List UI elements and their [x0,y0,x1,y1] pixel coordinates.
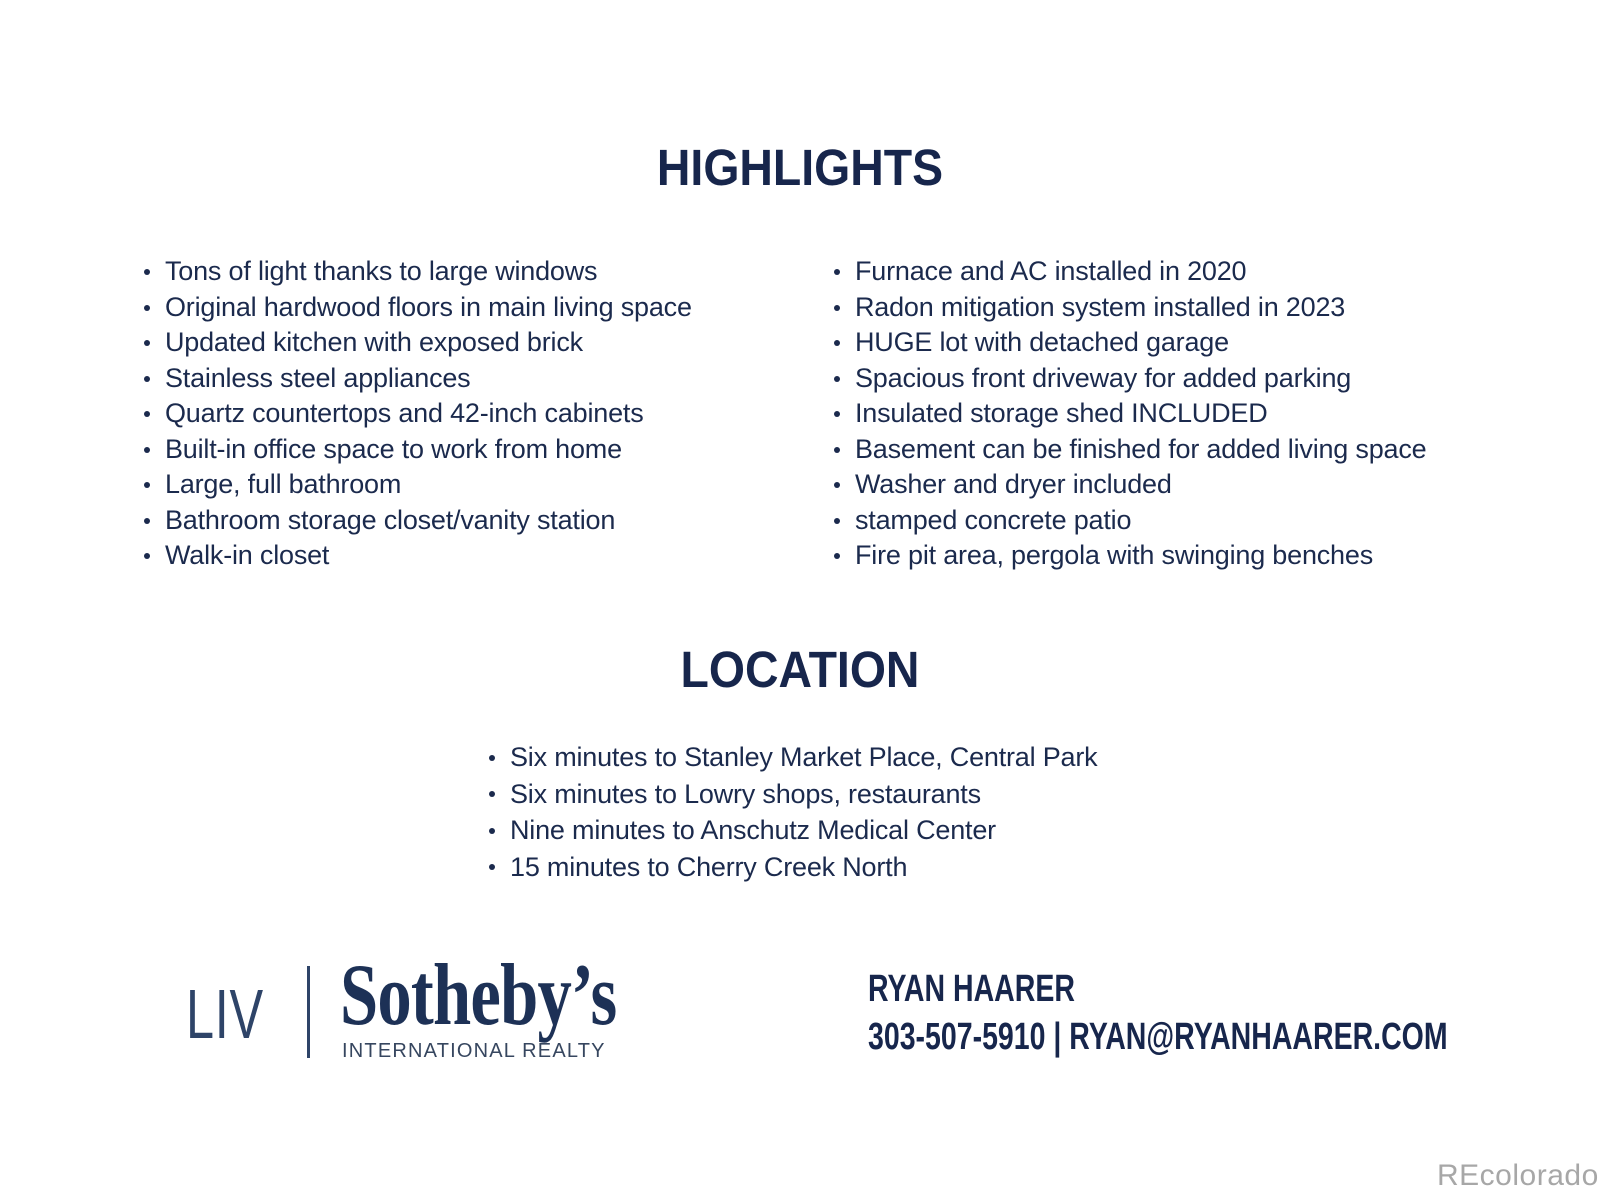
bullet-item: 15 minutes to Cherry Creek North [482,849,1097,886]
bullet-item: Nine minutes to Anschutz Medical Center [482,812,1097,849]
bullet-item: Insulated storage shed INCLUDED [827,396,1426,432]
bullet-item: Stainless steel appliances [137,361,692,397]
liv-logo-mark: LIV [186,975,264,1053]
recolorado-watermark: REcolorado [1437,1159,1599,1192]
agent-contact: 303-507-5910 | RYAN@RYANHAARER.COM [868,1016,1448,1058]
highlights-right-column-list [827,254,1426,574]
bullet-item: Six minutes to Stanley Market Place, Central Park [482,739,1097,776]
bullet-item: Large, full bathroom [137,467,692,503]
bullet-item: Furnace and AC installed in 2020 [827,254,1426,290]
bullet-item: Spacious front driveway for added parking [827,361,1426,397]
bullet-item: Quartz countertops and 42-inch cabinets [137,396,692,432]
bullet-item: Bathroom storage closet/vanity station [137,503,692,539]
bullet-item: Built-in office space to work from home [137,432,692,468]
sothebys-wordmark: Sotheby’s [340,947,617,1044]
bullet-item: Tons of light thanks to large windows [137,254,692,290]
location-list [482,739,1097,885]
bullet-item: Basement can be finished for added living space [827,432,1426,468]
bullet-item: Updated kitchen with exposed brick [137,325,692,361]
bullet-item: Radon mitigation system installed in 2023 [827,290,1426,326]
bullet-item: HUGE lot with detached garage [827,325,1426,361]
bullet-item: Washer and dryer included [827,467,1426,503]
sothebys-tagline: INTERNATIONAL REALTY [342,1040,606,1062]
highlights-section-title: HIGHLIGHTS [656,139,944,196]
bullet-item: stamped concrete patio [827,503,1426,539]
bullet-item: Original hardwood floors in main living space [137,290,692,326]
bullet-item: Six minutes to Lowry shops, restaurants [482,776,1097,813]
highlights-left-column-list [137,254,692,574]
location-section-title: LOCATION [680,641,920,698]
agent-name: RYAN HAARER [868,968,1075,1010]
logo-divider-line [307,966,310,1058]
bullet-item: Fire pit area, pergola with swinging benches [827,538,1426,574]
bullet-item: Walk-in closet [137,538,692,574]
